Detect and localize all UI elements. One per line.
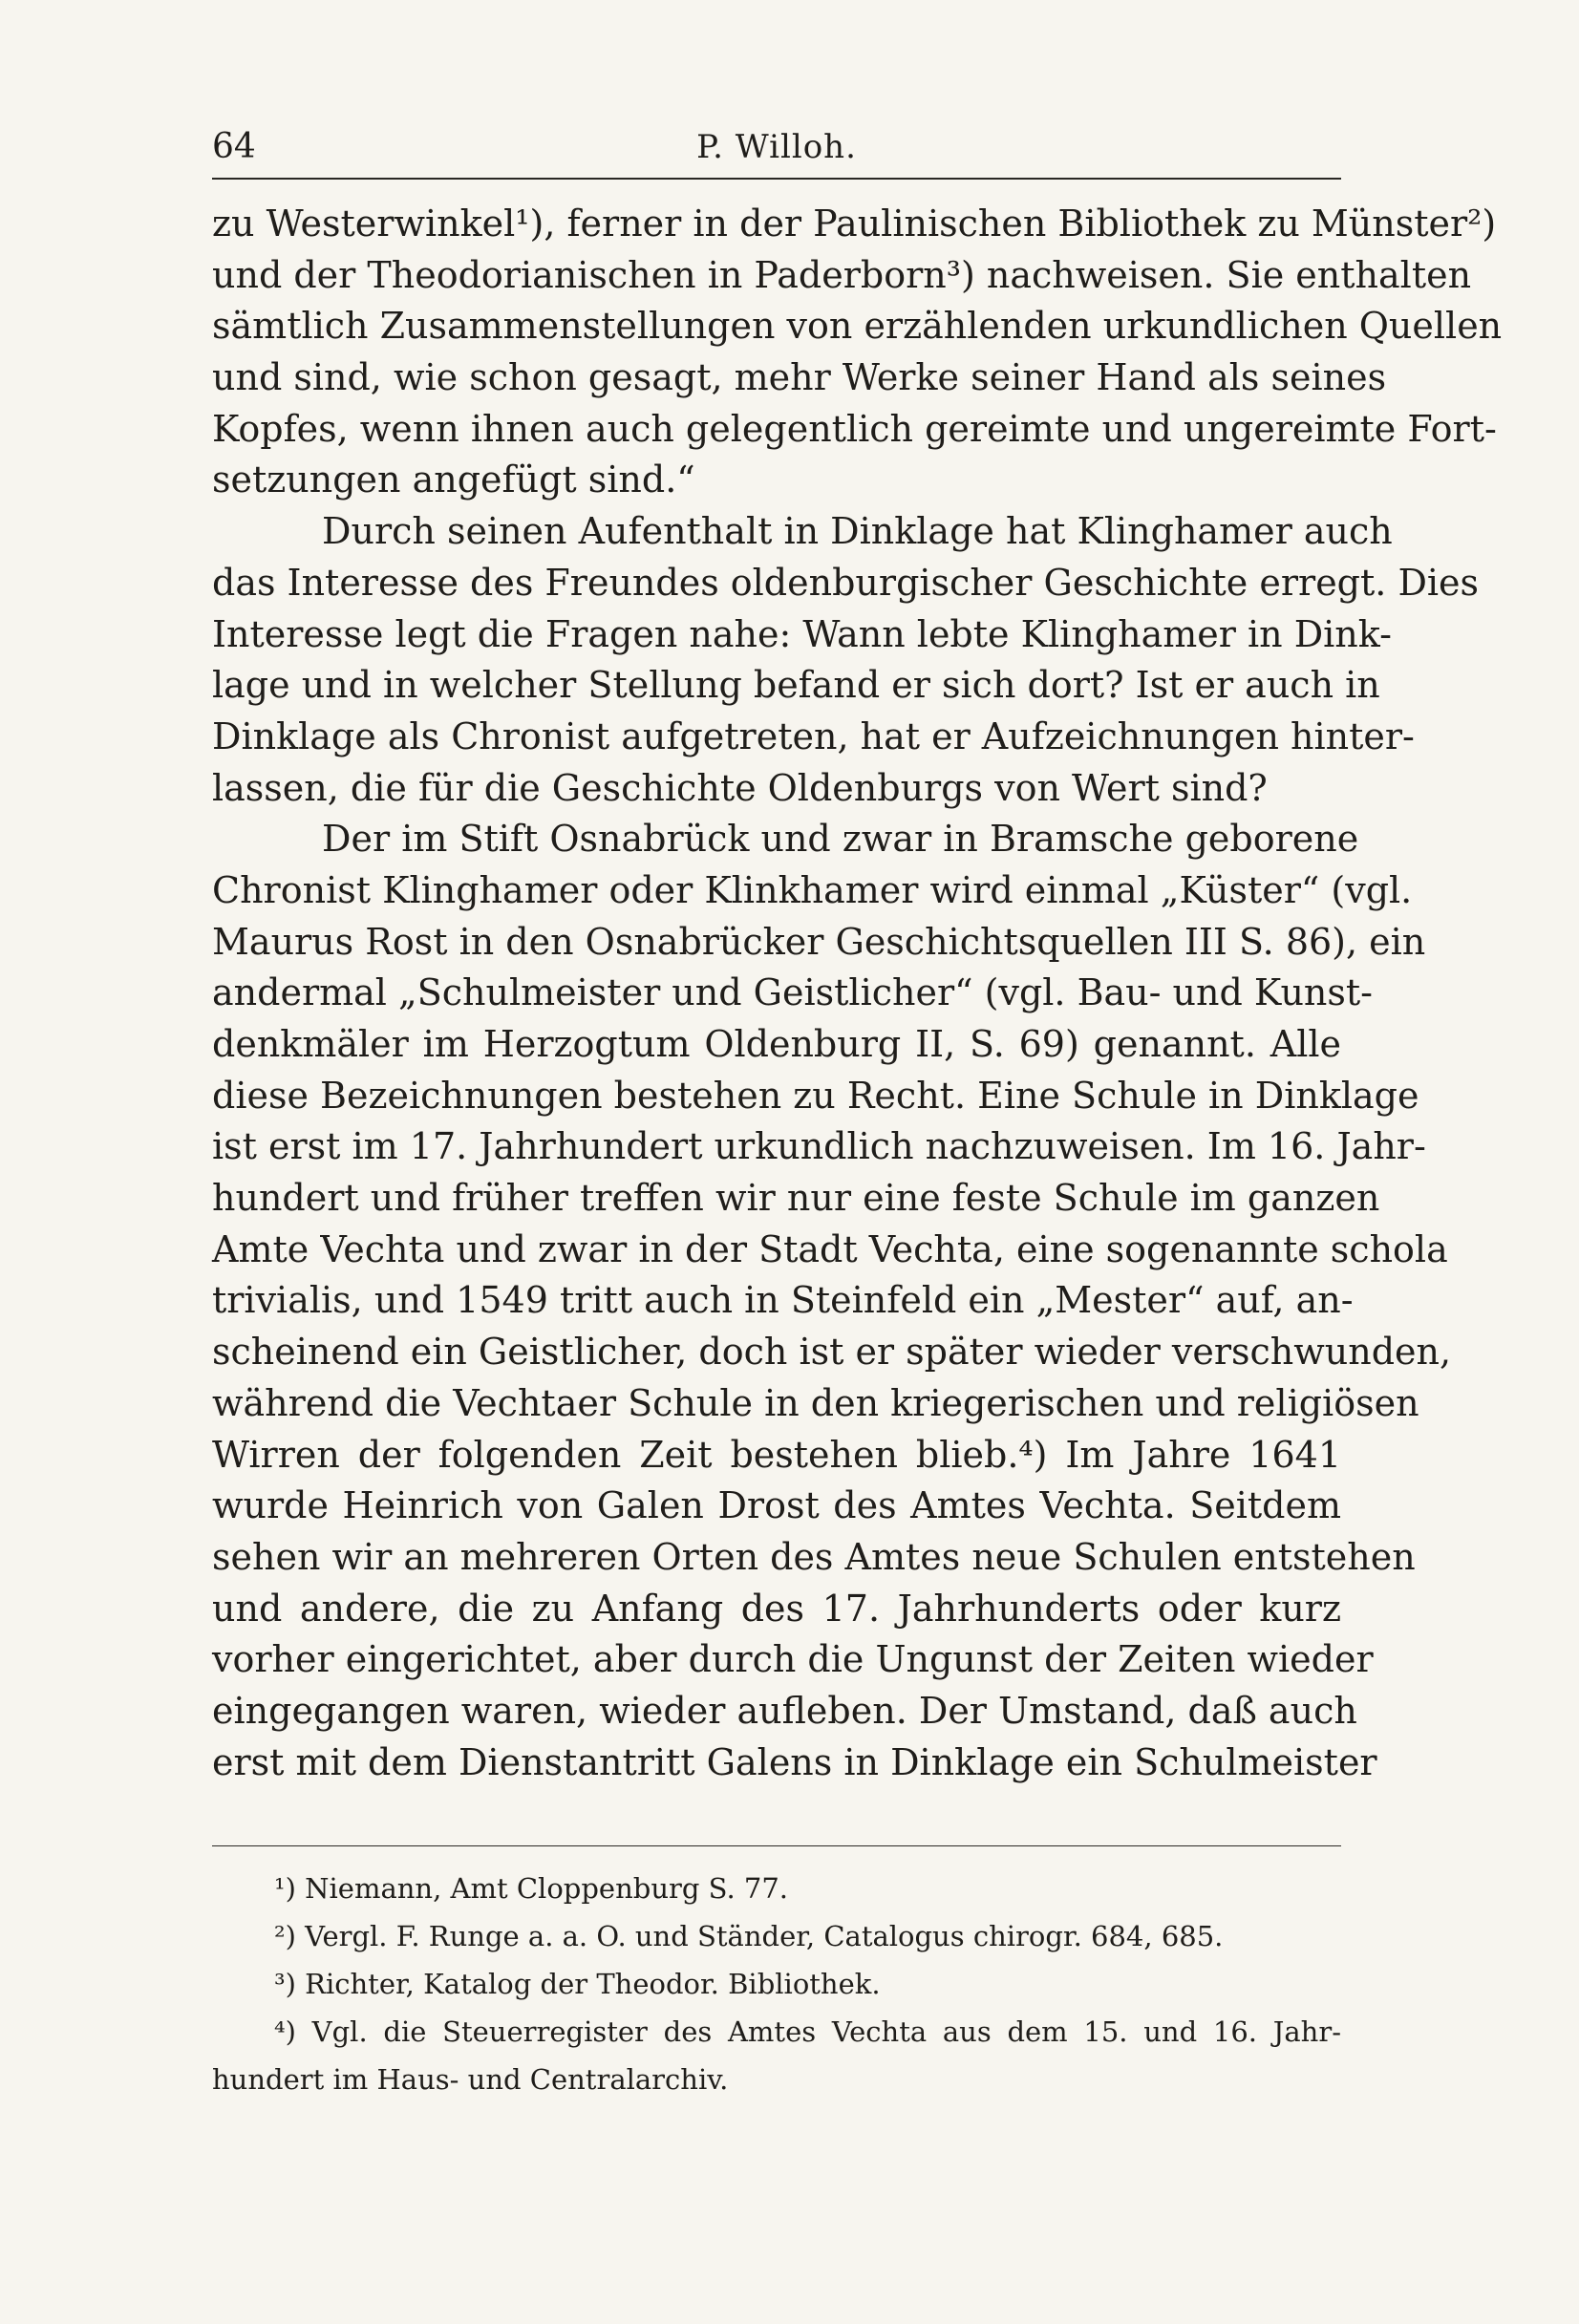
text-line: eingegangen waren, wieder aufleben. Der Umstand, daß auch bbox=[212, 1689, 1357, 1732]
text-line: und andere, die zu Anfang des 17. Jahrhunderts oder kurz bbox=[212, 1587, 1341, 1630]
text-line: Maurus Rost in den Osnabrücker Geschichtsquellen III S. 86), ein bbox=[212, 920, 1426, 963]
text-line: sämtlich Zusammenstellungen von erzählenden urkundlichen Quellen bbox=[212, 305, 1503, 348]
text-line: andermal „Schulmeister und Geistlicher“ (vgl. Bau- und Kunst- bbox=[212, 971, 1374, 1014]
footnote: ⁴) Vgl. die Steuerregister des Amtes Vechta aus dem 15. und 16. Jahr- bbox=[274, 2015, 1341, 2048]
text-line: erst mit dem Dienstantritt Galens in Dinklage ein Schulmeister bbox=[212, 1740, 1377, 1783]
footnote-rule bbox=[212, 1845, 1341, 1846]
text-line: lassen, die für die Geschichte Oldenburgs von Wert sind? bbox=[212, 766, 1268, 809]
text-line: denkmäler im Herzogtum Oldenburg II, S. 69) genannt. Alle bbox=[212, 1023, 1341, 1065]
text-line: während die Vechtaer Schule in den kriegerischen und religiösen bbox=[212, 1381, 1419, 1424]
footnotes bbox=[212, 1865, 1341, 2103]
text-line: setzungen angefügt sind.“ bbox=[212, 458, 695, 501]
text-line: und der Theodorianischen in Paderborn³) nachweisen. Sie enthalten bbox=[212, 253, 1472, 296]
text-line: lage und in welcher Stellung befand er sich dort? Ist er auch in bbox=[212, 664, 1380, 707]
page-number: 64 bbox=[212, 127, 256, 166]
text-line: Interesse legt die Fragen nahe: Wann lebte Klinghamer in Dink- bbox=[212, 612, 1392, 655]
text-line: das Interesse des Freundes oldenburgischer Geschichte erregt. Dies bbox=[212, 561, 1480, 604]
text-line: Chronist Klinghamer oder Klinkhamer wird einmal „Küster“ (vgl. bbox=[212, 868, 1413, 911]
text-line: Amte Vechta und zwar in der Stadt Vechta, eine sogenannte schola bbox=[212, 1227, 1448, 1270]
text-line: zu Westerwinkel¹), ferner in der Paulinischen Bibliothek zu Münster²) bbox=[212, 203, 1497, 245]
text-line: hundert und früher treffen wir nur eine feste Schule im ganzen bbox=[212, 1177, 1380, 1220]
footnote-continuation: hundert im Haus- und Centralarchiv. bbox=[212, 2063, 729, 2096]
text-line: Durch seinen Aufenthalt in Dinklage hat Klinghamer auch bbox=[322, 510, 1393, 553]
text-line: ist erst im 17. Jahrhundert urkundlich nachzuweisen. Im 16. Jahr- bbox=[212, 1125, 1426, 1168]
text-line: trivialis, und 1549 tritt auch in Steinfeld ein „Mester“ auf, an- bbox=[212, 1279, 1354, 1322]
text-line: Der im Stift Osnabrück und zwar in Bramsche geborene bbox=[322, 818, 1359, 861]
footnote: ¹) Niemann, Amt Cloppenburg S. 77. bbox=[274, 1872, 789, 1905]
text-line: sehen wir an mehreren Orten des Amtes neue Schulen entstehen bbox=[212, 1535, 1416, 1578]
text-line: und sind, wie schon gesagt, mehr Werke seiner Hand als seines bbox=[212, 356, 1387, 399]
running-head: P. Willoh. bbox=[696, 128, 857, 166]
footnote: ²) Vergl. F. Runge a. a. O. und Ständer, Catalogus chirogr. 684, 685. bbox=[274, 1920, 1224, 1952]
text-line: vorher eingerichtet, aber durch die Ungunst der Zeiten wieder bbox=[212, 1638, 1374, 1681]
text-line: diese Bezeichnungen bestehen zu Recht. Eine Schule in Dinklage bbox=[212, 1074, 1419, 1117]
footnote: ³) Richter, Katalog der Theodor. Bibliothek. bbox=[274, 1968, 881, 2000]
text-line: Dinklage als Chronist aufgetreten, hat er Aufzeichnungen hinter- bbox=[212, 714, 1415, 757]
header-rule bbox=[212, 178, 1341, 180]
text-line: Kopfes, wenn ihnen auch gelegentlich gereimte und ungereimte Fort- bbox=[212, 407, 1497, 450]
text-line: scheinend ein Geistlicher, doch ist er später wieder verschwunden, bbox=[212, 1331, 1452, 1374]
body-text bbox=[212, 199, 1503, 1788]
page-header bbox=[212, 122, 1341, 172]
text-line: wurde Heinrich von Galen Drost des Amtes Vechta. Seitdem bbox=[212, 1484, 1341, 1527]
text-line: Wirren der folgenden Zeit bestehen blieb.⁴) Im Jahre 1641 bbox=[212, 1433, 1341, 1476]
